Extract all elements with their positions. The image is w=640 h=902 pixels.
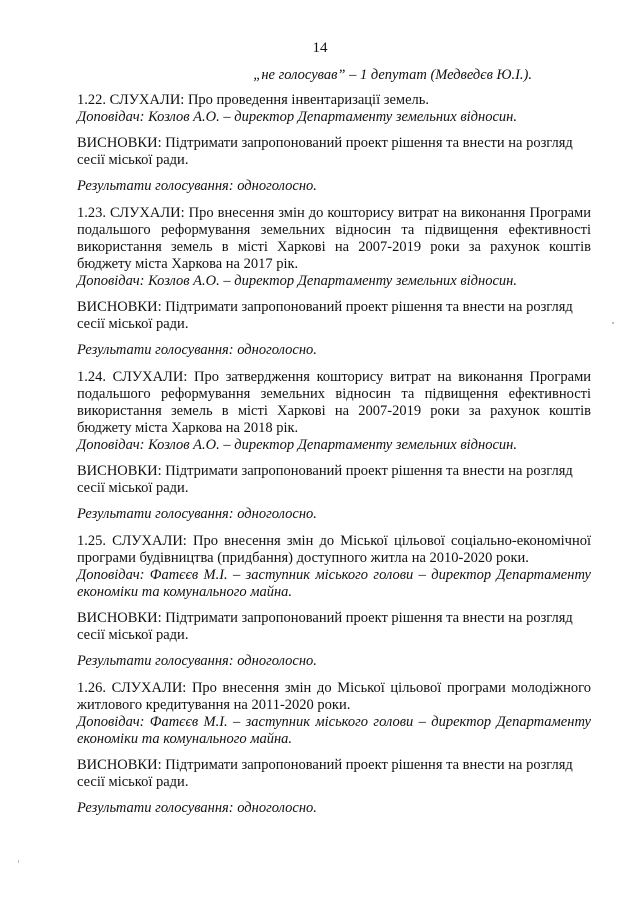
- agenda-item-1-22: [77, 92, 591, 195]
- agenda-item-1-23: [77, 205, 591, 359]
- agenda-item-1-26: [77, 680, 591, 817]
- vote-note: „не голосував” – 1 депутат (Медведєв Ю.І.).: [253, 67, 532, 83]
- conclusion-text: ВИСНОВКИ: Підтримати запропонований проект рішення та внести на розгляд сесії міської ради.: [77, 299, 573, 332]
- heard-text: 1.24. СЛУХАЛИ: Про затвердження кошторису витрат на виконання Програми подальшого реформування земельних відносин та підвищення ефективності використання земель в місті Харкові на 2007-2019 роки за рахунок коштів бюджету міста Харкова на 2018 рік.: [77, 369, 591, 436]
- minutes-content: [77, 92, 591, 827]
- agenda-item-1-24: [77, 369, 591, 523]
- scan-speck: [612, 322, 614, 324]
- voting-result: Результати голосування: одноголосно.: [77, 800, 317, 816]
- reporter-text: Доповідач: Козлов А.О. – директор Департаменту земельних відносин.: [77, 437, 517, 453]
- heard-text: 1.22. СЛУХАЛИ: Про проведення інвентаризації земель.: [77, 92, 429, 108]
- agenda-item-1-25: [77, 533, 591, 670]
- conclusion-text: ВИСНОВКИ: Підтримати запропонований проект рішення та внести на розгляд сесії міської ради.: [77, 135, 573, 168]
- conclusion-text: ВИСНОВКИ: Підтримати запропонований проект рішення та внести на розгляд сесії міської ради.: [77, 610, 573, 643]
- voting-result: Результати голосування: одноголосно.: [77, 506, 317, 522]
- reporter-text: Доповідач: Фатєєв М.І. – заступник міського голови – директор Департаменту економіки та комунального майна.: [77, 567, 591, 600]
- heard-text: 1.26. СЛУХАЛИ: Про внесення змін до Міської цільової програми молодіжного житлового кредитування на 2011-2020 роки.: [77, 680, 591, 713]
- scan-speck: [18, 860, 19, 863]
- conclusion-text: ВИСНОВКИ: Підтримати запропонований проект рішення та внести на розгляд сесії міської ради.: [77, 463, 573, 496]
- reporter-text: Доповідач: Фатєєв М.І. – заступник міського голови – директор Департаменту економіки та комунального майна.: [77, 714, 591, 747]
- reporter-text: Доповідач: Козлов А.О. – директор Департаменту земельних відносин.: [77, 273, 517, 289]
- voting-result: Результати голосування: одноголосно.: [77, 178, 317, 194]
- reporter-text: Доповідач: Козлов А.О. – директор Департаменту земельних відносин.: [77, 109, 517, 125]
- conclusion-text: ВИСНОВКИ: Підтримати запропонований проект рішення та внести на розгляд сесії міської ради.: [77, 757, 573, 790]
- voting-result: Результати голосування: одноголосно.: [77, 342, 317, 358]
- heard-text: 1.23. СЛУХАЛИ: Про внесення змін до кошторису витрат на виконання Програми подальшого реформування земельних відносин та підвищення ефективності використання земель в місті Харкові на 2007-2019 роки за рахунок коштів бюджету міста Харкова на 2017 рік.: [77, 205, 591, 272]
- heard-text: 1.25. СЛУХАЛИ: Про внесення змін до Міської цільової соціально-економічної програми будівництва (придбання) доступного житла на 2010-2020 роки.: [77, 533, 591, 566]
- voting-result: Результати голосування: одноголосно.: [77, 653, 317, 669]
- page-number: 14: [312, 40, 328, 56]
